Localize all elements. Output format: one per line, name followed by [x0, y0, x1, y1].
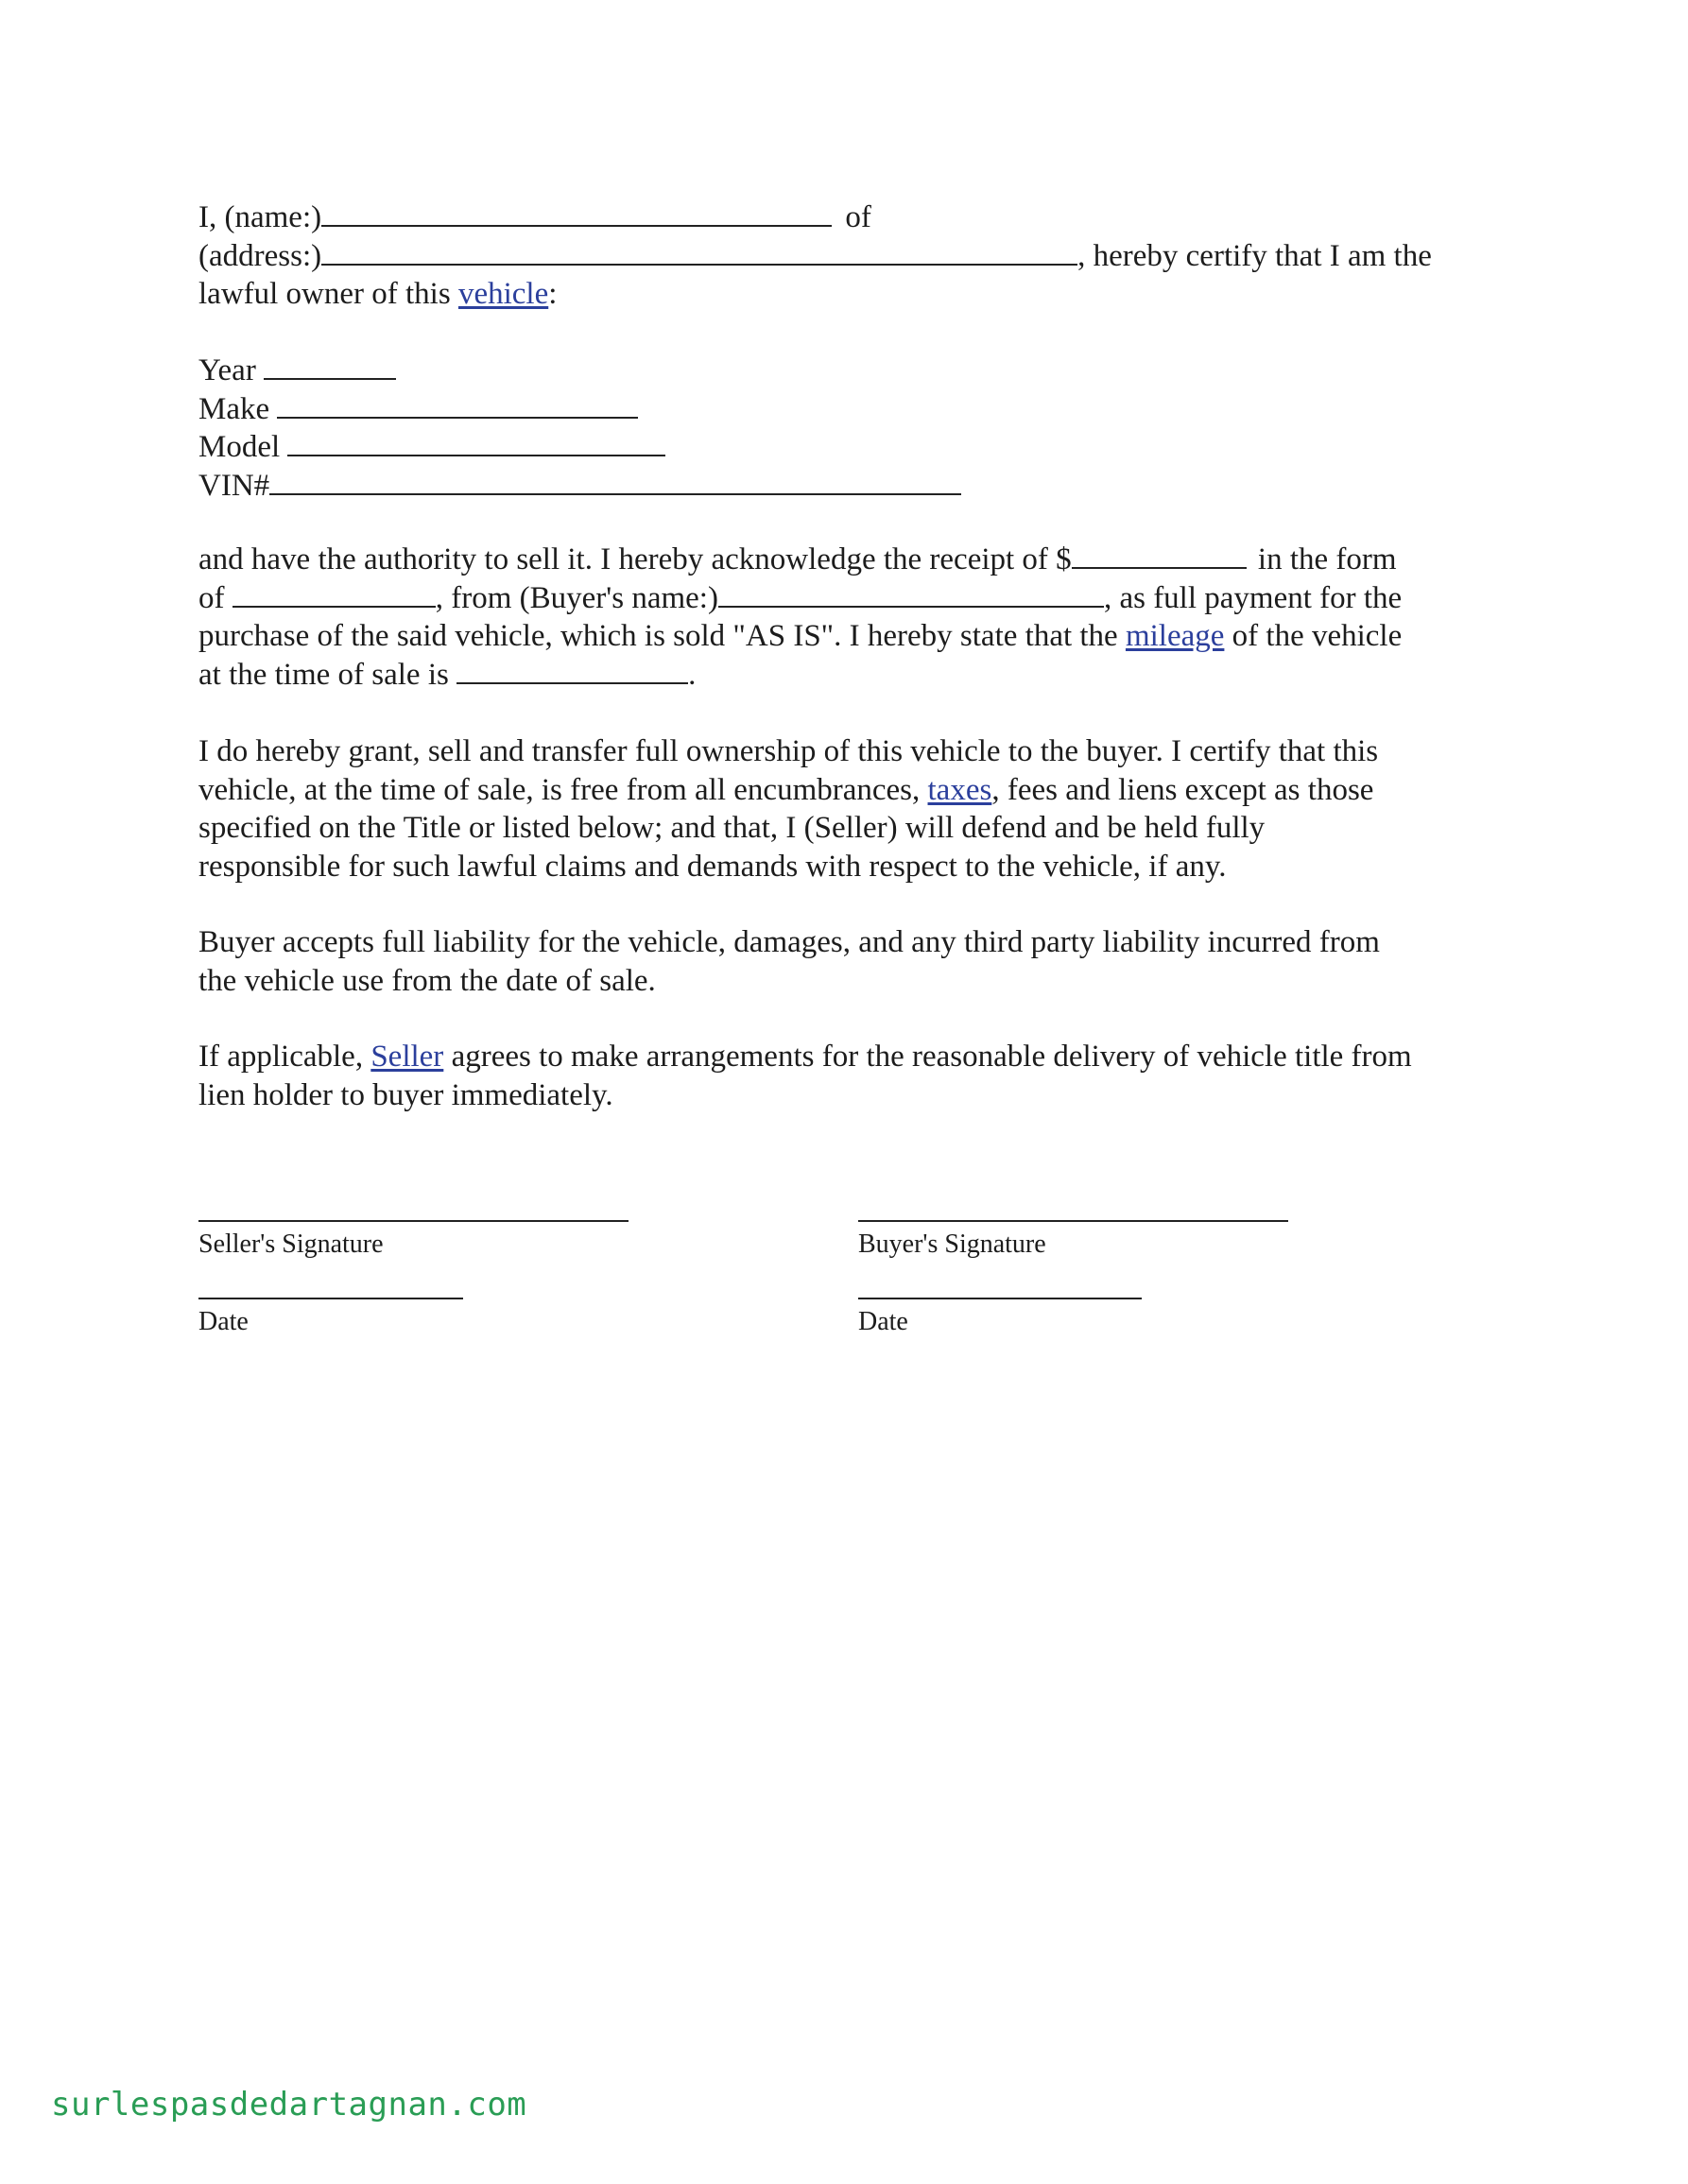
model-field	[198, 428, 1503, 467]
vehicle-link[interactable]: vehicle	[457, 277, 549, 311]
seller-signature-label: Seller's Signature	[198, 1230, 384, 1259]
delivery-text-1b: agrees to make arrangements for the reasonable delivery of vehicle title from	[443, 1040, 1412, 1074]
buyer-date-label: Date	[858, 1307, 908, 1336]
payment-text-1a: and have the authority to sell it. I hereby acknowledge the receipt of $	[198, 542, 1072, 576]
payment-text-3a: purchase of the said vehicle, which is sold "AS IS". I hereby state that the	[198, 619, 1126, 653]
payment-line-1	[198, 541, 1503, 579]
transfer-paragraph	[198, 732, 1503, 886]
owner-colon: :	[548, 277, 558, 311]
transfer-line-4: responsible for such lawful claims and demands with respect to the vehicle, if any.	[198, 849, 1227, 884]
payment-line-2	[198, 579, 1503, 618]
buyer-signature-line[interactable]	[858, 1220, 1288, 1222]
payment-text-4a: at the time of sale is	[198, 657, 449, 692]
payment-line-3	[198, 617, 1503, 656]
address-blank[interactable]	[321, 237, 1077, 266]
buyer-name-blank[interactable]	[718, 579, 1104, 608]
address-label: (address:)	[198, 238, 322, 273]
delivery-text-1a: If applicable,	[198, 1040, 371, 1074]
payment-text-2c: , as full payment for the	[1103, 580, 1403, 615]
name-line	[198, 198, 1503, 237]
payment-text-3b: of the vehicle	[1224, 619, 1403, 653]
transfer-line-3: specified on the Title or listed below; and that, I (Seller) will defend and be held fully	[198, 811, 1266, 845]
transfer-line-2	[198, 771, 1503, 810]
seller-signature-block	[198, 1220, 629, 1260]
payment-paragraph	[198, 541, 1503, 694]
mileage-blank[interactable]	[456, 656, 688, 684]
owner-line	[198, 275, 1503, 314]
delivery-paragraph	[198, 1038, 1503, 1114]
seller-signature-line[interactable]	[198, 1220, 629, 1222]
transfer-text-2a: vehicle, at the time of sale, is free from all encumbrances,	[198, 772, 928, 807]
name-blank[interactable]	[321, 198, 832, 227]
name-label: I, (name:)	[198, 200, 322, 234]
transfer-line-1: I do hereby grant, sell and transfer full ownership of this vehicle to the buyer. I certify that this	[198, 734, 1379, 768]
make-blank[interactable]	[277, 390, 638, 419]
buyer-date-line[interactable]	[858, 1298, 1142, 1299]
vin-field	[198, 467, 1503, 506]
year-field	[198, 352, 1503, 390]
address-line	[198, 237, 1503, 276]
liability-line-1: Buyer accepts full liability for the vehicle, damages, and any third party liability incurred from	[198, 925, 1380, 959]
liability-paragraph	[198, 923, 1503, 1000]
delivery-line-1	[198, 1038, 1503, 1076]
payment-text-4b: .	[688, 657, 697, 692]
vin-blank[interactable]	[269, 467, 961, 495]
amount-blank[interactable]	[1072, 541, 1247, 569]
model-label: Model	[198, 430, 281, 464]
payment-text-2a: of	[198, 580, 225, 615]
seller-date-block	[198, 1298, 463, 1337]
buyer-name-label: , from (Buyer's name:)	[435, 580, 718, 615]
buyer-date-block	[858, 1298, 1142, 1337]
seller-date-label: Date	[198, 1307, 249, 1336]
transfer-text-2b: , fees and liens except as those	[991, 772, 1374, 807]
liability-line-2: the vehicle use from the date of sale.	[198, 963, 656, 998]
certify-text: , hereby certify that I am the	[1077, 238, 1432, 273]
vin-label: VIN#	[198, 468, 270, 503]
year-blank[interactable]	[264, 352, 396, 380]
year-label: Year	[198, 353, 256, 387]
taxes-link[interactable]: taxes	[927, 772, 992, 807]
mileage-link[interactable]: mileage	[1125, 619, 1225, 653]
payment-text-1b: in the form	[1257, 542, 1397, 576]
owner-text: lawful owner of this	[198, 277, 458, 311]
buyer-signature-label: Buyer's Signature	[858, 1230, 1046, 1259]
make-label: Make	[198, 391, 270, 426]
watermark-text: surlespasdedartagnan.com	[51, 2086, 527, 2124]
seller-date-line[interactable]	[198, 1298, 463, 1299]
payment-line-4	[198, 656, 1503, 695]
delivery-line-2: lien holder to buyer immediately.	[198, 1077, 613, 1112]
make-field	[198, 390, 1503, 429]
intro-paragraph	[198, 198, 1503, 314]
model-blank[interactable]	[287, 428, 665, 456]
seller-link[interactable]: Seller	[370, 1040, 444, 1074]
vehicle-fields	[198, 352, 1503, 505]
payment-form-blank[interactable]	[233, 579, 436, 608]
buyer-signature-block	[858, 1220, 1288, 1260]
of-label: of	[845, 200, 871, 234]
